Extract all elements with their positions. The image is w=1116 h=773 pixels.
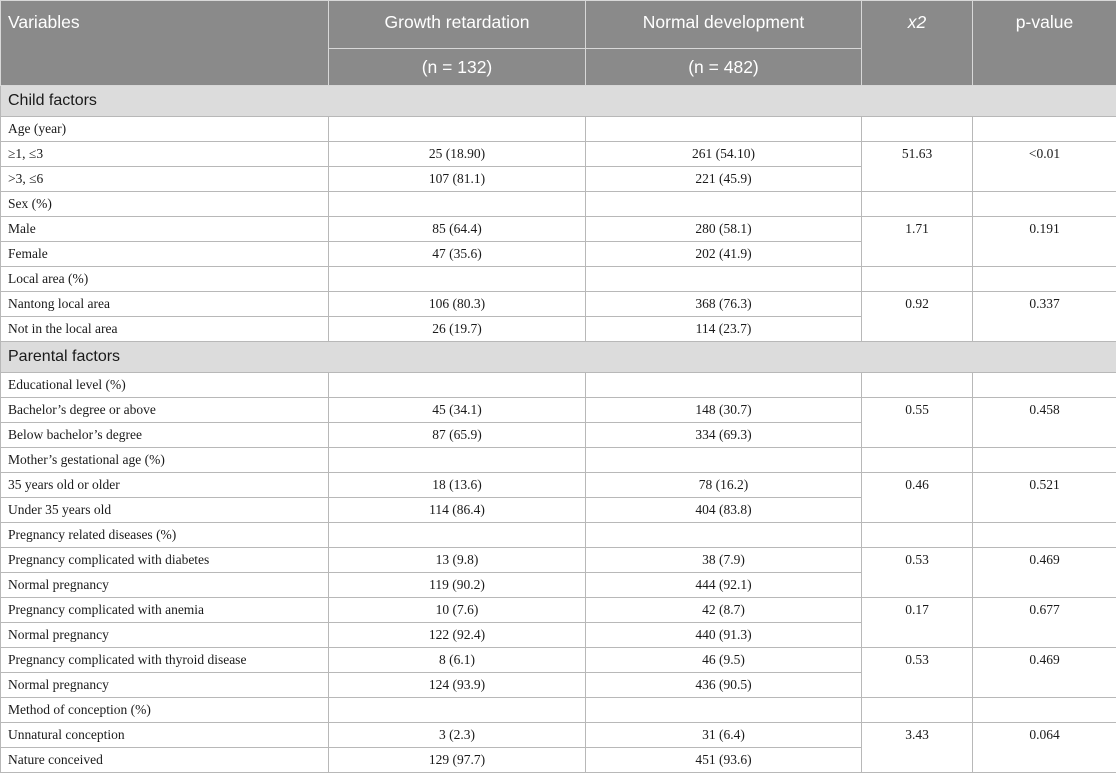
row-label: Method of conception (%)	[1, 698, 329, 723]
growth-value: 119 (90.2)	[329, 573, 586, 598]
row-label: ≥1, ≤3	[1, 142, 329, 167]
chi-value: 3.43	[862, 723, 973, 773]
normal-value: 368 (76.3)	[586, 292, 862, 317]
growth-value: 114 (86.4)	[329, 498, 586, 523]
p-value: 0.458	[973, 398, 1116, 448]
row-label: Nantong local area	[1, 292, 329, 317]
row-label: Unnatural conception	[1, 723, 329, 748]
p-value: <0.01	[973, 142, 1116, 192]
normal-value: 42 (8.7)	[586, 598, 862, 623]
section-parental-factors: Parental factors	[1, 342, 1116, 373]
row-label: Pregnancy complicated with thyroid disease	[1, 648, 329, 673]
growth-value: 45 (34.1)	[329, 398, 586, 423]
header-growth-n: (n = 132)	[329, 49, 586, 86]
p-value: 0.521	[973, 473, 1116, 523]
row-label: Mother’s gestational age (%)	[1, 448, 329, 473]
row-label: Nature conceived	[1, 748, 329, 773]
row-label: Not in the local area	[1, 317, 329, 342]
growth-value: 18 (13.6)	[329, 473, 586, 498]
chi-value: 51.63	[862, 142, 973, 192]
row-label: Normal pregnancy	[1, 573, 329, 598]
normal-value: 114 (23.7)	[586, 317, 862, 342]
normal-value: 221 (45.9)	[586, 167, 862, 192]
normal-value: 334 (69.3)	[586, 423, 862, 448]
row-label: Normal pregnancy	[1, 623, 329, 648]
p-value: 0.677	[973, 598, 1116, 648]
chi-value: 0.92	[862, 292, 973, 342]
row-label: Age (year)	[1, 117, 329, 142]
chi-value: 0.17	[862, 598, 973, 648]
growth-value: 85 (64.4)	[329, 217, 586, 242]
row-label: Under 35 years old	[1, 498, 329, 523]
row-label: Normal pregnancy	[1, 673, 329, 698]
chi-value: 1.71	[862, 217, 973, 267]
row-label: Educational level (%)	[1, 373, 329, 398]
header-variables: Variables	[1, 1, 329, 86]
growth-value: 122 (92.4)	[329, 623, 586, 648]
normal-value: 280 (58.1)	[586, 217, 862, 242]
row-label: Female	[1, 242, 329, 267]
chi-value: 0.46	[862, 473, 973, 523]
row-label: 35 years old or older	[1, 473, 329, 498]
header-normal-development: Normal development	[586, 1, 862, 49]
normal-value: 444 (92.1)	[586, 573, 862, 598]
p-value: 0.469	[973, 548, 1116, 598]
normal-value: 440 (91.3)	[586, 623, 862, 648]
row-label: Pregnancy complicated with diabetes	[1, 548, 329, 573]
growth-value: 106 (80.3)	[329, 292, 586, 317]
growth-value: 129 (97.7)	[329, 748, 586, 773]
growth-value: 3 (2.3)	[329, 723, 586, 748]
normal-value: 38 (7.9)	[586, 548, 862, 573]
normal-value: 261 (54.10)	[586, 142, 862, 167]
chi-value: 0.55	[862, 398, 973, 448]
p-value: 0.469	[973, 648, 1116, 698]
growth-value: 107 (81.1)	[329, 167, 586, 192]
growth-value: 8 (6.1)	[329, 648, 586, 673]
p-value: 0.191	[973, 217, 1116, 267]
growth-value: 47 (35.6)	[329, 242, 586, 267]
chi-value: 0.53	[862, 548, 973, 598]
chi-value: 0.53	[862, 648, 973, 698]
normal-value: 46 (9.5)	[586, 648, 862, 673]
normal-value: 451 (93.6)	[586, 748, 862, 773]
row-label: >3, ≤6	[1, 167, 329, 192]
growth-value: 87 (65.9)	[329, 423, 586, 448]
header-growth-retardation: Growth retardation	[329, 1, 586, 49]
growth-value: 26 (19.7)	[329, 317, 586, 342]
normal-value: 202 (41.9)	[586, 242, 862, 267]
normal-value: 148 (30.7)	[586, 398, 862, 423]
growth-value: 10 (7.6)	[329, 598, 586, 623]
p-value: 0.337	[973, 292, 1116, 342]
normal-value: 436 (90.5)	[586, 673, 862, 698]
normal-value: 78 (16.2)	[586, 473, 862, 498]
section-child-factors: Child factors	[1, 86, 1116, 117]
row-label: Pregnancy complicated with anemia	[1, 598, 329, 623]
row-label: Local area (%)	[1, 267, 329, 292]
row-label: Male	[1, 217, 329, 242]
normal-value: 31 (6.4)	[586, 723, 862, 748]
header-p-value: p-value	[973, 1, 1116, 86]
growth-value: 13 (9.8)	[329, 548, 586, 573]
row-label: Below bachelor’s degree	[1, 423, 329, 448]
p-value: 0.064	[973, 723, 1116, 773]
normal-value: 404 (83.8)	[586, 498, 862, 523]
row-label: Pregnancy related diseases (%)	[1, 523, 329, 548]
growth-value: 124 (93.9)	[329, 673, 586, 698]
row-label: Sex (%)	[1, 192, 329, 217]
header-normal-n: (n = 482)	[586, 49, 862, 86]
header-chi-square: x2	[862, 1, 973, 86]
row-label: Bachelor’s degree or above	[1, 398, 329, 423]
growth-value: 25 (18.90)	[329, 142, 586, 167]
